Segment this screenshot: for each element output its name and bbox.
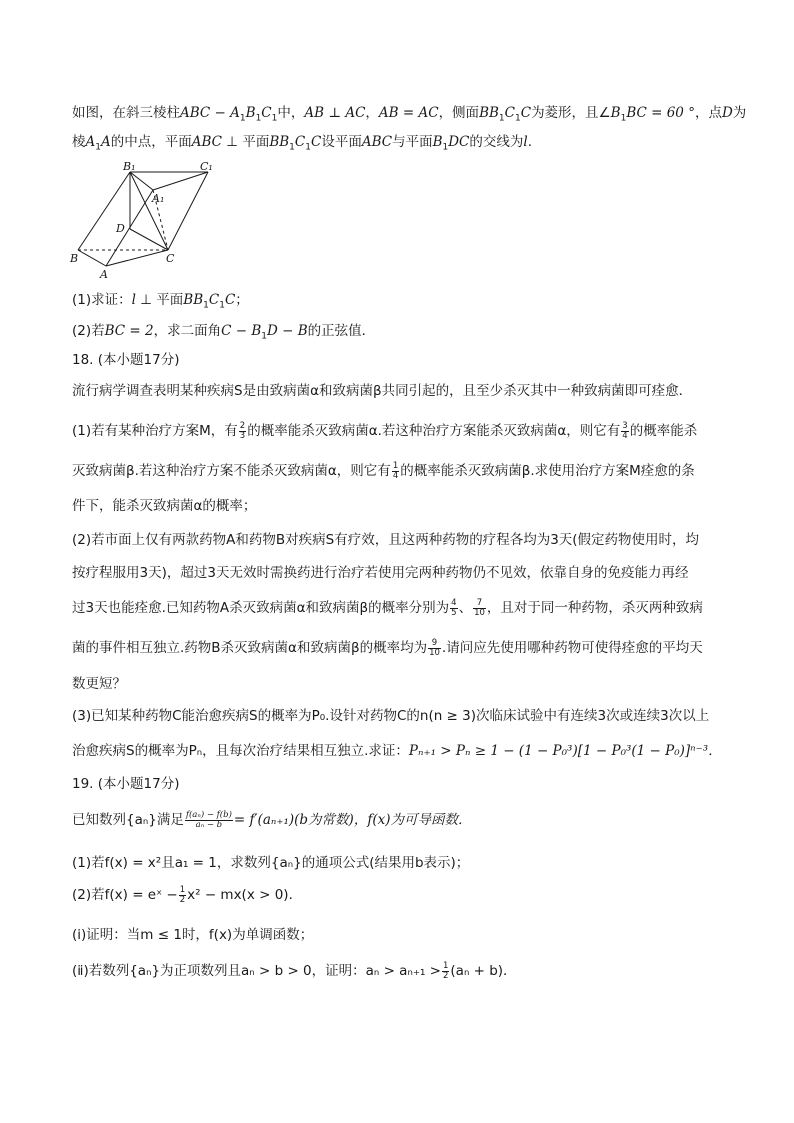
fraction: $\frac{2}{3}$ (239, 420, 246, 441)
label-D: D (116, 222, 125, 235)
p19-q2i: (ⅰ)证明：当m ≤ 1时，f(x)为单调函数； (72, 927, 314, 943)
math: ABC − A (180, 105, 240, 121)
p18-q3-line2 (72, 741, 734, 761)
p18-q2-line1: (2)若市面上仅有两款药物A和药物B对疾病S有疗效，且这两种药物的疗程各均为3天(假定药物使用时，均 (72, 532, 700, 548)
text: 过3天也能痊愈.已知药物A杀灭致病菌α和致病菌β的概率分别为 (72, 600, 450, 616)
text: (1)求证： (72, 292, 132, 308)
p18-intro: 流行病学调查表明某种疾病S是由致病菌α和致病菌β共同引起的，且至少杀灭其中一种致病菌即可痊愈． (72, 383, 693, 399)
text: 如图，在斜三棱柱 (72, 105, 180, 121)
p17-line-1: 如图，在斜三棱柱ABC − $A_1B_1C_1$中，AB ⊥ AC，AB = AC，侧面$BB_1C_1C$为菱形，且$\angle B_1BC = 60$ °，点D为 (72, 105, 747, 124)
text: 的概率能杀灭致病菌α.若这种治疗方案能杀灭致病菌α，则它有 (247, 423, 621, 439)
p19-header: 19. (本小题17分) (72, 776, 180, 792)
p18-header: 18. (本小题17分) (72, 352, 180, 368)
math: BB (479, 105, 499, 121)
math: AB = AC (378, 105, 439, 121)
text: (ⅱ)若数列{aₙ}为正项数列且aₙ > b > 0，证明：aₙ > aₙ₊₁ > (72, 963, 441, 979)
fraction: $\frac{1}{4}$ (392, 460, 399, 481)
math: AB ⊥ AC (304, 105, 366, 121)
text: (2)若 (72, 323, 105, 339)
edge-AC (106, 250, 168, 266)
text: 棱 (72, 134, 86, 150)
label-B1: B₁ (123, 160, 136, 173)
p17-part1: (1)求证：l ⊥ 平面$BB_1C_1C$； (72, 292, 249, 311)
text: 设平面 (321, 134, 362, 150)
text: ，点 (694, 105, 722, 121)
text: .请问应先使用哪种药物可使得痊愈的平均天 (441, 640, 703, 656)
inequality: Pₙ₊₁ > Pₙ ≥ 1 − (1 − P₀³)[1 − P₀³(1 − P₀)]ⁿ⁻³． (408, 743, 722, 759)
text: 的概率能杀灭致病菌β.求使用治疗方案M痊愈的条 (400, 463, 695, 479)
label-C1: C₁ (200, 160, 213, 173)
p18-q1-line1 (72, 421, 734, 441)
fraction: $\frac{\text{f(aₙ) − f(b)}}{\text{aₙ − b}}$ (185, 809, 232, 830)
math: BC = 2 (104, 323, 154, 339)
edge-B1A1 (130, 172, 153, 190)
text: 中， (277, 105, 305, 121)
edge-BA (78, 250, 106, 266)
p18-q1-line2 (72, 461, 734, 481)
text: 灭致病菌β.若这种治疗方案不能杀灭致病菌α，则它有 (72, 463, 391, 479)
text: 的概率能杀 (629, 423, 698, 439)
text: 菌的事件相互独立.药物B杀灭致病菌α和致病菌β的概率均为 (72, 640, 428, 656)
p17-part2: (2)若BC = 2，求二面角$C - B_1D - B$的正弦值． (72, 323, 376, 342)
fraction: $\frac{7}{10}$ (474, 597, 485, 618)
fraction: $\frac{1}{2}$ (179, 884, 186, 905)
text: 的交线为 (469, 134, 524, 150)
text: 的正弦值． (307, 323, 376, 339)
text: (2)若f(x) = eˣ − (72, 887, 178, 903)
fraction: $\frac{9}{10}$ (429, 637, 440, 658)
p18-q2-line4 (72, 638, 734, 658)
p19-q1: (1)若f(x) = x²且a₁ = 1，求数列{aₙ}的通项公式(结果用b表示)； (72, 855, 470, 871)
text: 治愈疾病S的概率为Pₙ，且每次治疗结果相互独立.求证： (72, 743, 409, 759)
text: 平面 (242, 134, 270, 150)
prism-figure (68, 160, 218, 280)
p18-q2-line5: 数更短？ (72, 676, 126, 692)
p19-q2 (72, 885, 734, 905)
edge-C1C (168, 172, 208, 250)
p19-q2ii (72, 961, 734, 981)
p18-q1-line3: 件下，能杀灭致病菌α的概率； (72, 498, 257, 514)
text: 、 (458, 600, 473, 616)
p18-q3-line1: (3)已知某种药物C能治愈疾病S的概率为P₀.设针对药物C的n(n ≥ 3)次临床试验中有连续3次或连续3次以上 (72, 708, 710, 724)
p18-q2-line3 (72, 598, 734, 618)
text: 与平面 (392, 134, 433, 150)
edge-DC (130, 229, 168, 250)
text: ，侧面 (438, 105, 480, 121)
text: 为菱形，且∠ (531, 105, 611, 121)
text: x² − mx(x > 0)． (187, 887, 303, 903)
text: (1)若有某种治疗方案M，有 (72, 423, 238, 439)
fraction: $\frac{1}{2}$ (442, 960, 449, 981)
text: 的中点，平面 (110, 134, 192, 150)
fraction: $\frac{4}{5}$ (451, 597, 457, 618)
text: 已知数列{aₙ}满足 (72, 812, 184, 828)
label-B: B (70, 252, 79, 265)
edge-B1B (78, 172, 130, 250)
label-A1: A₁ (152, 192, 165, 205)
edge-B1C (130, 172, 168, 250)
math: BC = 60 (626, 105, 684, 121)
text: (aₙ + b)． (450, 963, 517, 979)
text: ，且对于同一种药物，杀灭两种致病 (486, 600, 703, 616)
text: ，求二面角 (153, 323, 222, 339)
p17-line-2: 棱$A_1A$的中点，平面ABC ⊥ 平面$BB_1C_1C$设平面ABC与平面$B_1DC$的交线为l. (72, 134, 533, 153)
p19-intro (72, 810, 734, 830)
text: 为 (732, 105, 747, 121)
text: 平面 (156, 292, 184, 308)
label-A: A (100, 268, 108, 280)
label-C: C (166, 252, 175, 265)
fraction: $\frac{3}{4}$ (622, 420, 628, 441)
p18-q2-line2: 按疗程服用3天)，超过3天无效时需换药进行治疗若使用完两种药物仍不见效，依靠自身的免疫能力再经 (72, 565, 689, 581)
text: = f′(aₙ₊₁)(b为常数)，f(x)为可导函数． (233, 812, 472, 828)
